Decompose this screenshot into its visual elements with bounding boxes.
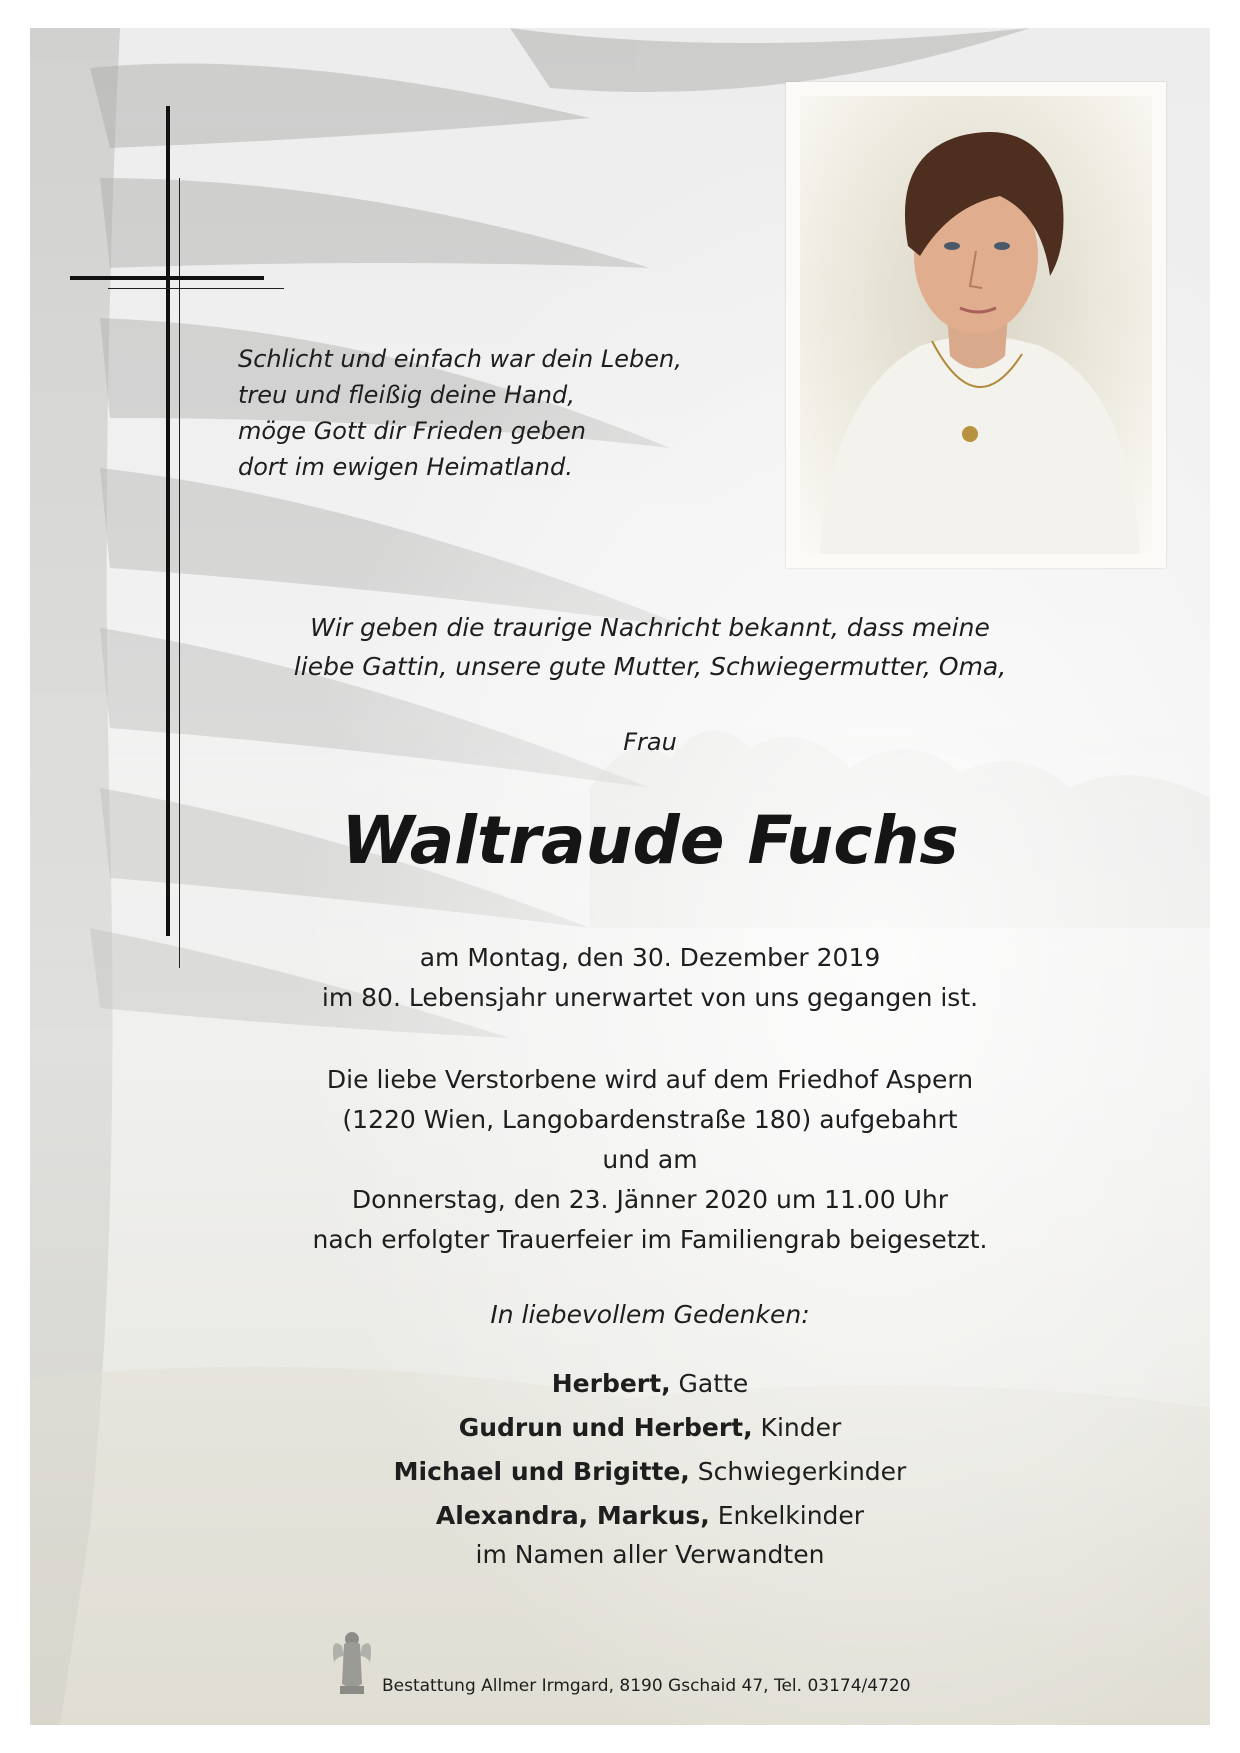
death-info-line: am Montag, den 30. Dezember 2019 [419,943,881,972]
portrait-image [800,96,1152,554]
deceased-name: Waltraude Fuchs [341,802,959,879]
mourners-closing: im Namen aller Verwandten [475,1540,825,1569]
mourner-relation: Enkelkinder [717,1501,865,1530]
funeral-home-footer [330,1640,911,1700]
cross-horizontal-thin-line [108,288,284,289]
cross-vertical-beam [166,106,170,936]
mourner-entry [250,1406,1050,1450]
death-info-line: im 80. Lebensjahr unerwartet von uns gegangen ist. [321,983,979,1012]
mourner-relation: Schwiegerkinder [697,1457,907,1486]
funeral-info-line: (1220 Wien, Langobardenstraße 180) aufgebahrt [342,1105,958,1134]
mourner-relation: Kinder [760,1413,842,1442]
funeral-home-contact: Bestattung Allmer Irmgard, 8190 Gschaid 47, Tel. 03174/4720 [382,1676,911,1696]
mourner-names: Gudrun und Herbert, [458,1413,753,1442]
mourner-entry [250,1494,1050,1538]
memorial-poem [238,341,718,485]
mourner-entry [250,1362,1050,1406]
poem-line: möge Gott dir Frieden geben [238,417,586,445]
mourners-list [250,1362,1050,1538]
poem-line: treu und fleißig deine Hand, [238,381,575,409]
funeral-info-line: nach erfolgter Trauerfeier im Familiengrab beigesetzt. [312,1225,988,1254]
death-info [250,938,1050,1018]
obituary-card [30,28,1210,1725]
mourner-names: Michael und Brigitte, [393,1457,690,1486]
mourner-relation: Gatte [678,1369,749,1398]
mourner-names: Herbert, [551,1369,671,1398]
mourner-entry [250,1450,1050,1494]
angel-icon [330,1626,374,1700]
funeral-info-line: und am [602,1145,698,1174]
funeral-info-line: Donnerstag, den 23. Jänner 2020 um 11.00 Uhr [351,1185,949,1214]
portrait-photo [786,82,1166,568]
poem-line: dort im ewigen Heimatland. [238,453,573,481]
cross-horizontal-beam [70,276,264,280]
funeral-info-line: Die liebe Verstorbene wird auf dem Friedhof Aspern [326,1065,974,1094]
mourners-heading: In liebevollem Gedenken: [490,1300,810,1329]
announcement-line: Wir geben die traurige Nachricht bekannt, dass meine [310,613,990,642]
funeral-info [250,1060,1050,1260]
mourner-names: Alexandra, Markus, [435,1501,710,1530]
salutation: Frau [623,728,677,756]
announcement-text [250,608,1050,686]
cross-vertical-thin-line [179,178,180,968]
poem-line: Schlicht und einfach war dein Leben, [238,345,682,373]
announcement-line: liebe Gattin, unsere gute Mutter, Schwiegermutter, Oma, [293,652,1007,681]
